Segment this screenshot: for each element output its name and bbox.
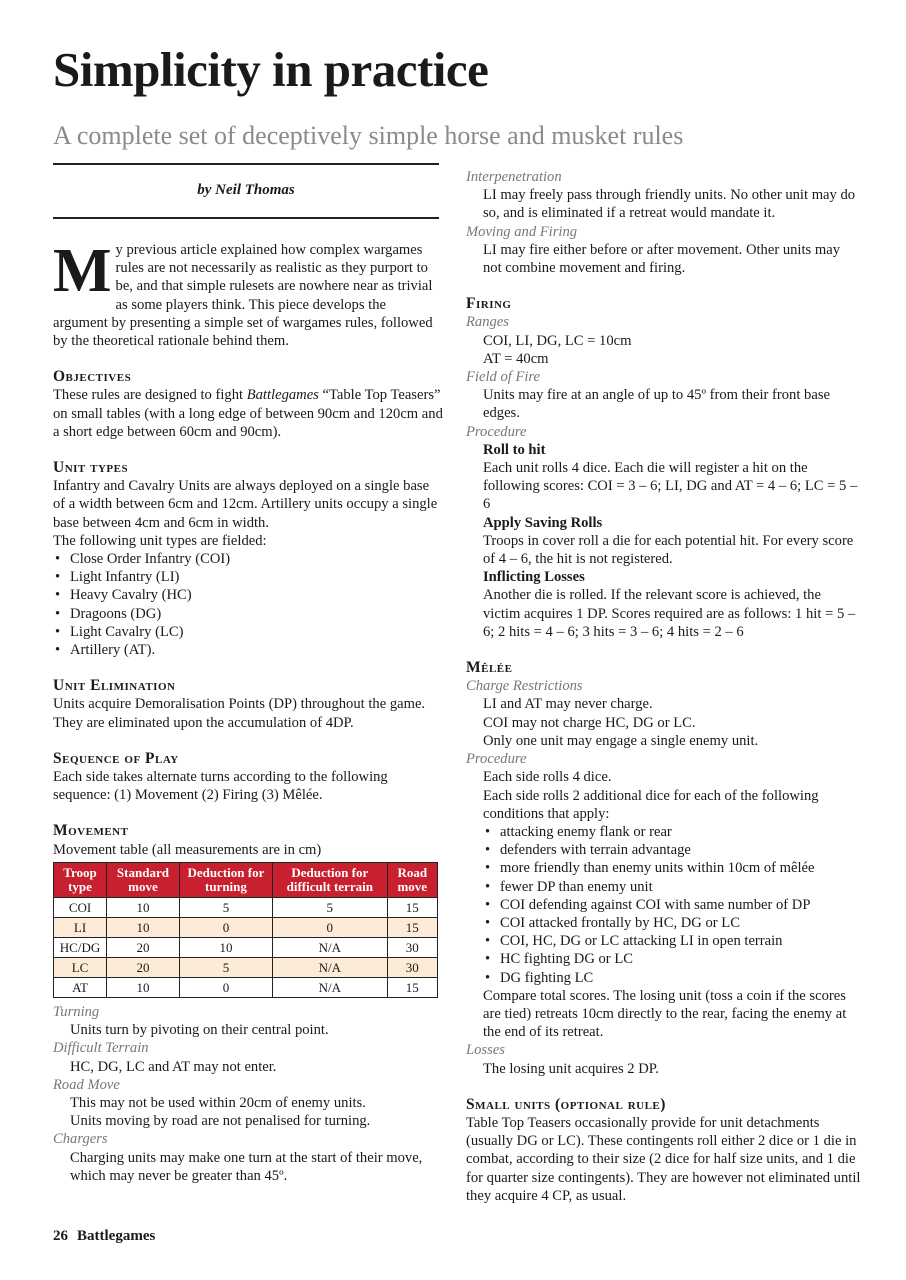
table-row: [54, 897, 438, 917]
list-item: • Light Infantry (LI): [53, 568, 443, 586]
table-cell: LC: [54, 957, 107, 977]
saving-rolls-text: Troops in cover roll a die for each potential hit. For every score of 4 – 6, the hit is not registered.: [483, 532, 854, 568]
roll-to-hit-label: Roll to hit: [483, 441, 546, 458]
table-cell: 10: [107, 897, 180, 917]
unit-types-heading: Unit types: [53, 459, 129, 477]
table-header: Deduction for turning: [179, 862, 272, 897]
melee-conditions-list: [466, 823, 861, 987]
table-cell: LI: [54, 917, 107, 937]
ranges-label: Ranges: [466, 314, 509, 331]
table-cell: 0: [179, 917, 272, 937]
movement-table: [53, 862, 438, 998]
list-item: • Artillery (AT).: [53, 641, 443, 659]
melee-procedure-1: Each side rolls 4 dice.: [483, 769, 612, 786]
charge-restrictions-label: Charge Restrictions: [466, 678, 583, 695]
article-subtitle: A complete set of deceptively simple horse and musket rules: [53, 121, 684, 150]
unit-types-list-intro: The following unit types are fielded:: [53, 532, 267, 549]
interpenetration-text: LI may freely pass through friendly units. No other unit may do so, and is eliminated if a retreat would mandate it.: [483, 187, 856, 222]
table-header: Troop type: [54, 862, 107, 897]
list-item: • COI defending against COI with same number of DP: [466, 896, 861, 914]
melee-losses-text: The losing unit acquires 2 DP.: [483, 1060, 659, 1077]
list-item: • more friendly than enemy units within 10cm of mêlée: [466, 859, 861, 877]
firing-procedure-label: Procedure: [466, 423, 527, 440]
moving-firing-text: LI may fire either before or after movement. Other units may not combine movement and firing.: [483, 241, 840, 277]
saving-rolls-label: Apply Saving Rolls: [483, 514, 603, 531]
table-header: Road move: [387, 862, 437, 897]
unit-types-text: Infantry and Cavalry Units are always deployed on a single base of a width between 6cm and 12cm. Artillery units occupy a single base between 4cm and 6cm in width.: [53, 478, 438, 531]
page-number: 26: [53, 1228, 68, 1244]
byline: by Neil Thomas: [197, 182, 295, 198]
table-cell: 30: [387, 957, 437, 977]
table-row: [54, 977, 438, 997]
list-item: • COI attacked frontally by HC, DG or LC: [466, 914, 861, 932]
roll-to-hit-text: Each unit rolls 4 dice. Each die will register a hit on the following scores: COI = 3 – 6; LI, DG and AT = 4 – 6; LC = 5 – 6: [483, 460, 858, 513]
table-cell: 15: [387, 897, 437, 917]
road-move-label: Road Move: [53, 1076, 120, 1093]
intro-paragraph: [53, 237, 443, 350]
difficult-terrain-text: HC, DG, LC and AT may not enter.: [70, 1058, 277, 1075]
left-column: [53, 237, 443, 1185]
movement-table-caption: Movement table (all measurements are in cm): [53, 841, 322, 858]
moving-firing-label: Moving and Firing: [466, 223, 578, 240]
table-cell: 10: [107, 917, 180, 937]
unit-types-list: [53, 550, 443, 659]
list-item: • HC fighting DG or LC: [466, 950, 861, 968]
table-row: [54, 957, 438, 977]
objectives-heading: Objectives: [53, 368, 132, 386]
list-item: • defenders with terrain advantage: [466, 841, 861, 859]
turning-text: Units turn by pivoting on their central point.: [70, 1022, 329, 1039]
compare-scores-text: Compare total scores. The losing unit (toss a coin if the scores are tied) retreats 10cm directly to the rear, facing the enemy at the end of its retreat.: [483, 987, 847, 1041]
table-cell: 0: [179, 977, 272, 997]
small-units-text: Table Top Teasers occasionally provide for unit detachments (usually DG or LC). These contingents roll either 2 dice or 1 die in combat, according to their size (2 dice for half size units, and 1 die for quarter size contingents). They are however not eliminated until they acquire 4 CP, as usual.: [466, 1114, 861, 1204]
table-cell: 10: [179, 937, 272, 957]
difficult-terrain-label: Difficult Terrain: [53, 1040, 149, 1057]
table-cell: 5: [273, 897, 388, 917]
table-row: [54, 937, 438, 957]
firing-heading: Firing: [466, 295, 512, 313]
objectives-text: These rules are designed to fight Battlegames “Table Top Teasers” on small tables (with a long edge of between 90cm and 120cm and a short edge between 60cm and 90cm).: [53, 387, 443, 440]
byline-rule-top: [53, 163, 439, 165]
interpenetration-label: Interpenetration: [466, 169, 562, 185]
elimination-heading: Unit Elimination: [53, 677, 176, 695]
ranges-text-1: COI, LI, DG, LC = 10cm: [483, 332, 632, 349]
table-cell: N/A: [273, 937, 388, 957]
table-cell: AT: [54, 977, 107, 997]
list-item: • fewer DP than enemy unit: [466, 878, 861, 896]
article-title: Simplicity in practice: [53, 42, 489, 97]
list-item: • attacking enemy flank or rear: [466, 823, 861, 841]
intro-text: y previous article explained how complex wargames rules are not necessarily as realistic as they purport to be, and that simple rulesets are nowhere near as trivial as some players think. This piece develops the argument by presenting a simple set of wargames rules, followed by the theoretical rationale behind them.: [53, 242, 433, 350]
table-cell: 5: [179, 957, 272, 977]
list-item: • Dragoons (DG): [53, 605, 443, 623]
table-cell: 20: [107, 957, 180, 977]
field-of-fire-label: Field of Fire: [466, 369, 541, 386]
table-cell: N/A: [273, 977, 388, 997]
right-column: [466, 168, 861, 1205]
chargers-label: Chargers: [53, 1131, 108, 1148]
turning-label: Turning: [53, 1003, 100, 1020]
table-cell: 0: [273, 917, 388, 937]
list-item: • Heavy Cavalry (HC): [53, 586, 443, 604]
table-cell: 20: [107, 937, 180, 957]
field-of-fire-text: Units may fire at an angle of up to 45º from their front base edges.: [483, 387, 830, 422]
melee-losses-label: Losses: [466, 1042, 505, 1059]
list-item: • COI, HC, DG or LC attacking LI in open terrain: [466, 932, 861, 950]
table-header: Standard move: [107, 862, 180, 897]
melee-heading: Mêlée: [466, 659, 513, 677]
page-footer: [53, 1228, 155, 1245]
table-cell: HC/DG: [54, 937, 107, 957]
table-cell: 30: [387, 937, 437, 957]
melee-procedure-label: Procedure: [466, 751, 527, 768]
table-cell: N/A: [273, 957, 388, 977]
magazine-name: Battlegames: [77, 1228, 156, 1244]
table-cell: 10: [107, 977, 180, 997]
charge-restriction-3: Only one unit may engage a single enemy unit.: [483, 732, 759, 749]
drop-cap: M: [53, 237, 112, 305]
table-row: [54, 917, 438, 937]
sequence-text: Each side takes alternate turns according to the following sequence: (1) Movement (2) Firing (3) Mêlée.: [53, 769, 388, 804]
inflicting-losses-text: Another die is rolled. If the relevant score is achieved, the victim acquires 1 DP. Scores required are as follows: 1 hit = 5 – 6; 2 hits = 4 – 6; 3 hits = 3 – 6; 4 hits = 2 – 6: [483, 587, 856, 640]
sequence-heading: Sequence of Play: [53, 749, 179, 767]
inflicting-losses-label: Inflicting Losses: [483, 569, 585, 586]
table-cell: 5: [179, 897, 272, 917]
elimination-text: Units acquire Demoralisation Points (DP) throughout the game. They are eliminated upon the accumulation of 4DP.: [53, 696, 426, 731]
table-header: Deduction for difficult terrain: [273, 862, 388, 897]
byline-rule-bottom: [53, 217, 439, 219]
table-cell: COI: [54, 897, 107, 917]
charge-restriction-2: COI may not charge HC, DG or LC.: [483, 714, 696, 731]
table-cell: 15: [387, 977, 437, 997]
small-units-heading: Small units (optional rule): [466, 1095, 666, 1113]
charge-restriction-1: LI and AT may never charge.: [483, 696, 653, 713]
list-item: • DG fighting LC: [466, 969, 861, 987]
road-move-text-2: Units moving by road are not penalised for turning.: [70, 1113, 371, 1130]
table-cell: 15: [387, 917, 437, 937]
chargers-text: Charging units may make one turn at the start of their move, which may never be greater than 45º.: [70, 1149, 423, 1184]
ranges-text-2: AT = 40cm: [483, 350, 549, 367]
list-item: • Close Order Infantry (COI): [53, 550, 443, 568]
movement-heading: Movement: [53, 822, 129, 840]
road-move-text-1: This may not be used within 20cm of enemy units.: [70, 1094, 366, 1111]
melee-procedure-2: Each side rolls 2 additional dice for each of the following conditions that apply:: [483, 787, 819, 822]
list-item: • Light Cavalry (LC): [53, 623, 443, 641]
